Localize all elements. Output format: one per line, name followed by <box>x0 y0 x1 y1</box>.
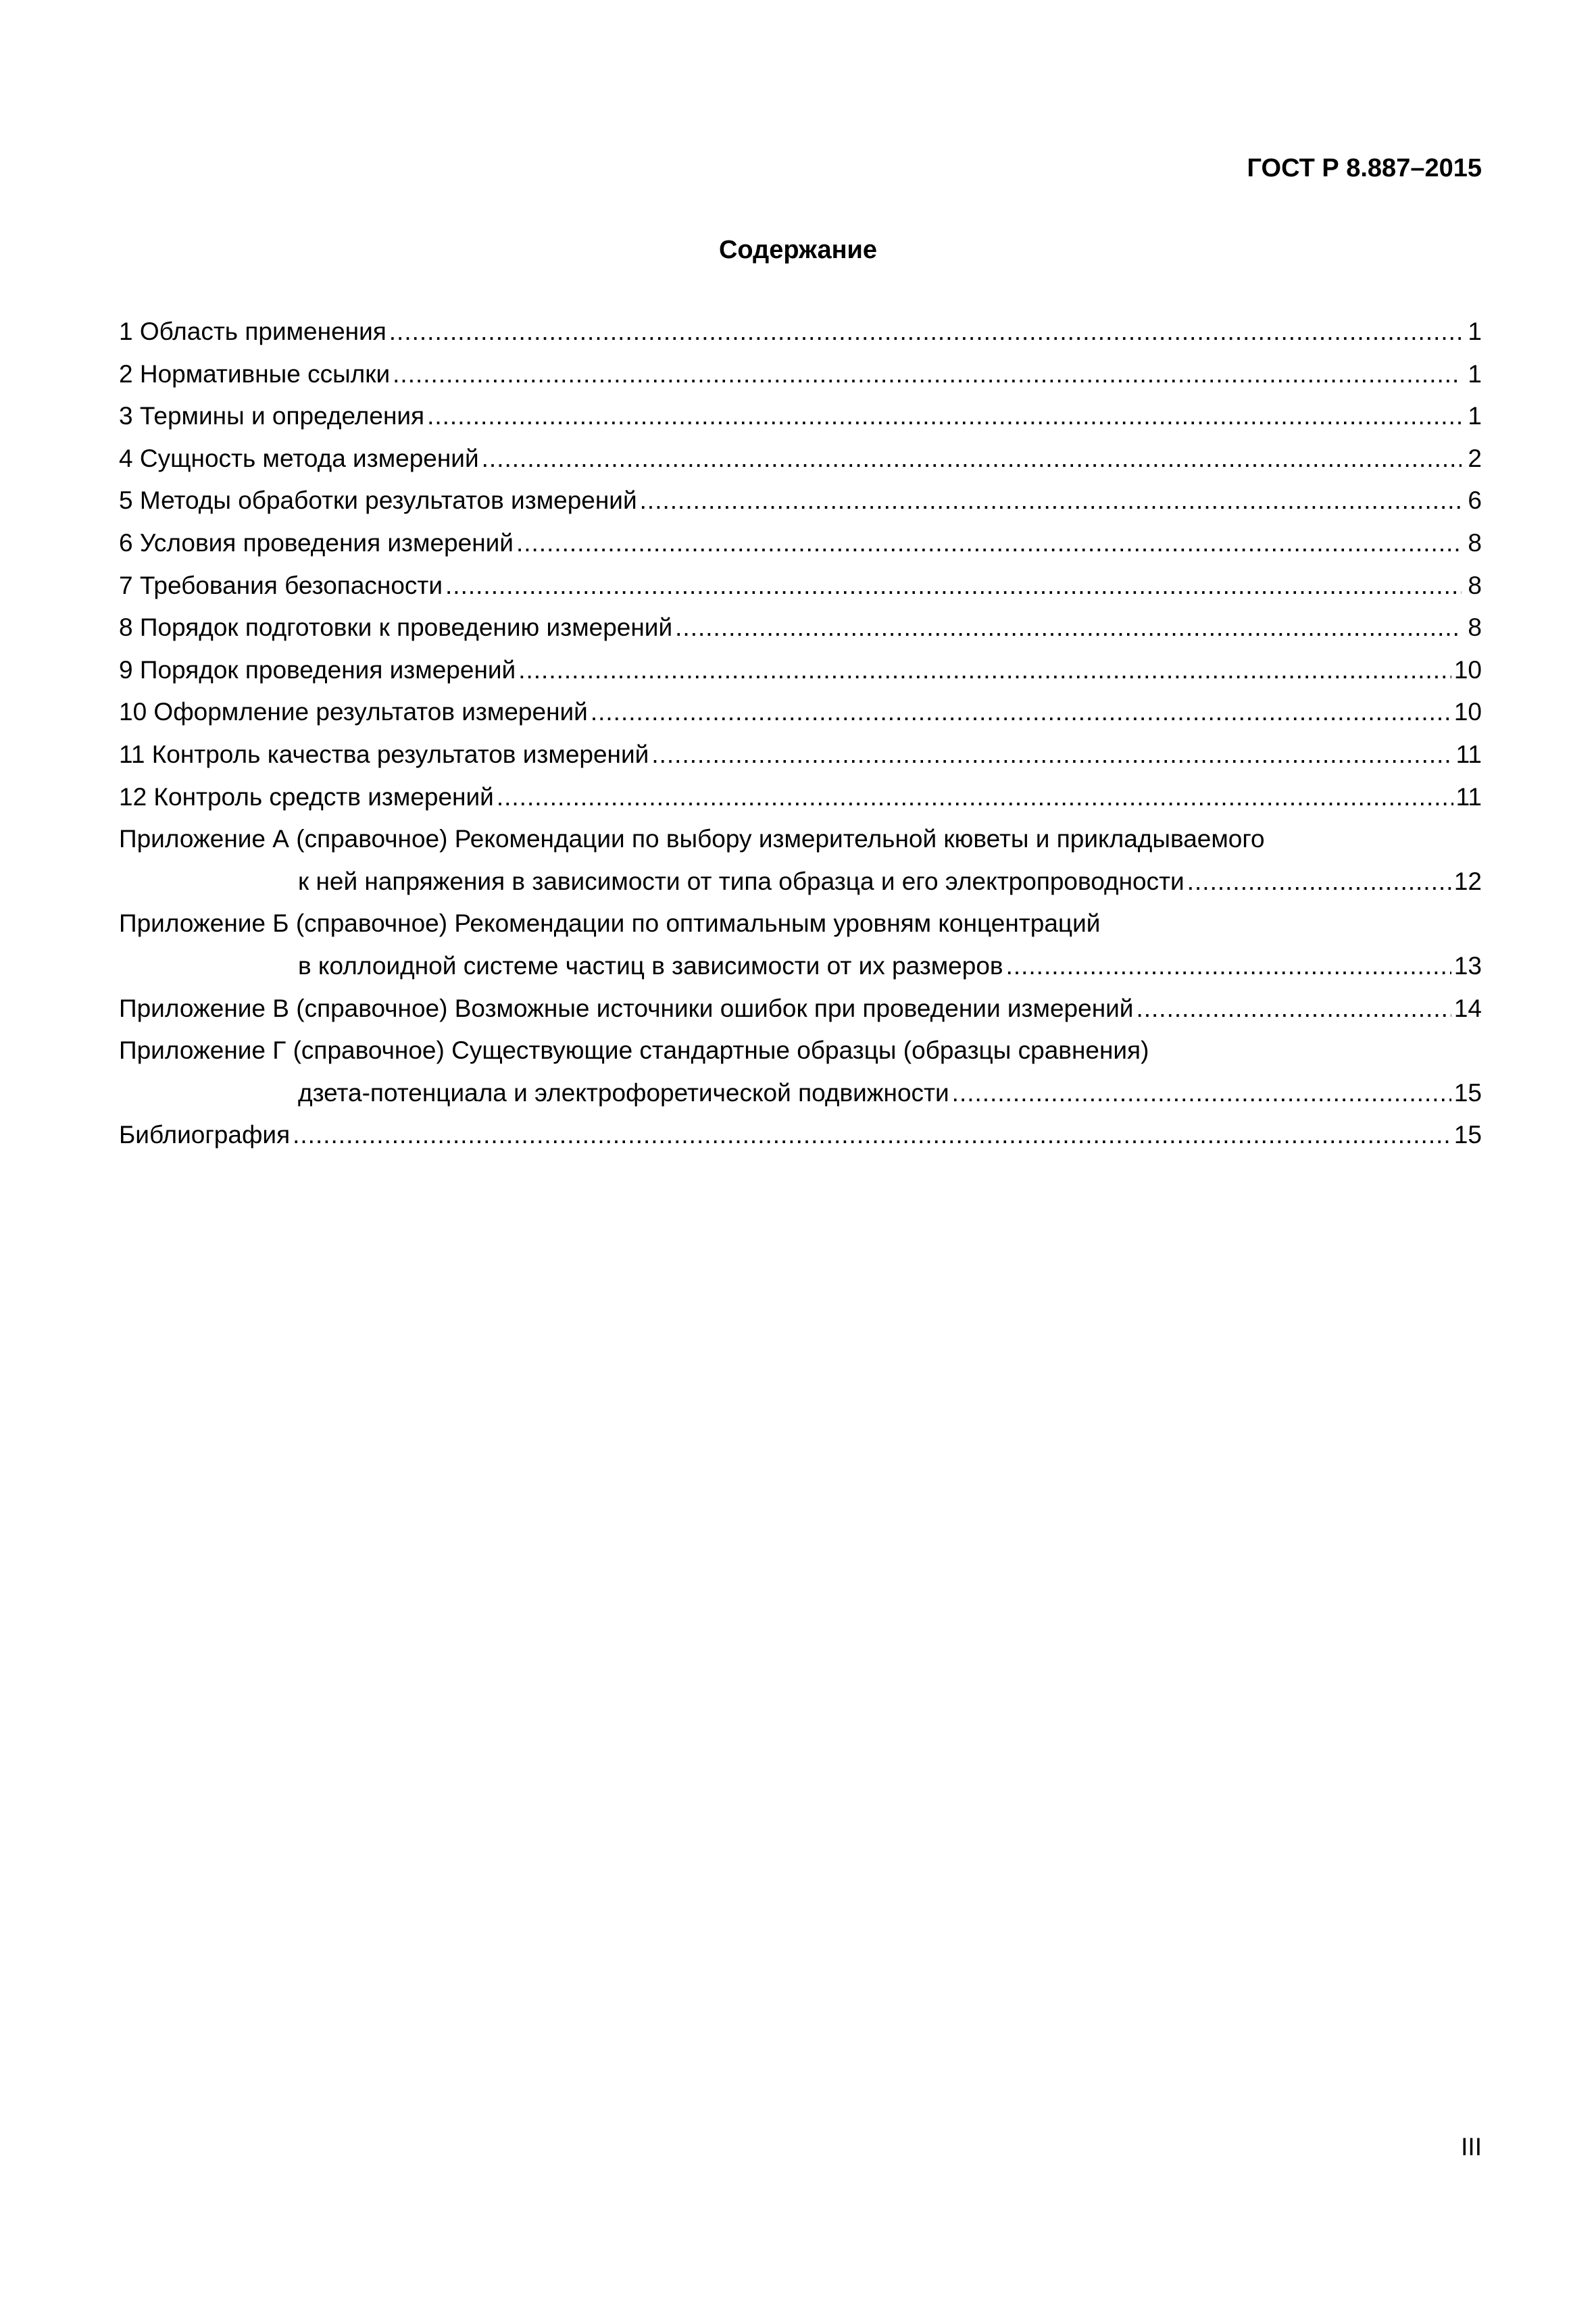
toc-entry <box>119 565 1482 607</box>
toc-entry-page: 12 <box>1453 867 1482 895</box>
toc-entry-text: 6 Условия проведения измерений <box>119 528 514 557</box>
toc-entry-page: 1 <box>1468 318 1482 345</box>
toc-entry-text: 8 Порядок подготовки к проведению измерений <box>119 613 673 642</box>
toc-entry-page: 13 <box>1453 951 1482 980</box>
dot-leader <box>389 311 1462 353</box>
dot-leader <box>518 649 1451 692</box>
dot-leader <box>393 353 1462 396</box>
toc-entry <box>119 776 1482 819</box>
toc-entry-page: 10 <box>1453 698 1482 726</box>
toc-entry-page: 1 <box>1468 402 1482 430</box>
toc-entry-text: Библиография <box>119 1121 291 1149</box>
dot-leader <box>427 395 1462 438</box>
toc-entry <box>119 353 1482 396</box>
toc-entry-page: 14 <box>1453 994 1482 1022</box>
dot-leader <box>497 776 1453 819</box>
toc-entry <box>119 691 1482 734</box>
toc-entry-continuation <box>119 945 1482 988</box>
dot-leader <box>640 480 1462 522</box>
toc-entry-first-line <box>119 818 1482 861</box>
toc-entry-text: к ней напряжения в зависимости от типа образца и его электропроводности <box>298 867 1184 895</box>
dot-leader <box>293 1114 1451 1157</box>
toc-entry-text: Приложение В (справочное) Возможные источники ошибок при проведении измерений <box>119 994 1134 1022</box>
toc-entry <box>119 522 1482 565</box>
toc-entry-page: 8 <box>1468 613 1482 642</box>
toc-entry-page: 15 <box>1453 1121 1482 1149</box>
toc-entry-continuation <box>119 861 1482 903</box>
toc-entry-text: дзета-потенциала и электрофоретической подвижности <box>298 1078 949 1107</box>
toc-entry-text: 3 Термины и определения <box>119 402 425 430</box>
dot-leader <box>516 522 1462 565</box>
toc-entry-text: 11 Контроль качества результатов измерений <box>119 740 649 768</box>
toc-entry-continuation <box>119 1072 1482 1115</box>
toc-entry-text: 12 Контроль средств измерений <box>119 782 494 811</box>
toc-entry-first-line <box>119 1030 1482 1072</box>
dot-leader <box>445 565 1462 607</box>
toc-entry-page: 15 <box>1453 1078 1482 1107</box>
toc-entry <box>119 988 1482 1030</box>
toc-entry <box>119 607 1482 649</box>
toc-entry <box>119 438 1482 480</box>
toc-entry <box>119 1114 1482 1157</box>
dot-leader <box>591 691 1451 734</box>
document-code: ГОСТ Р 8.887–2015 <box>1247 154 1482 182</box>
dot-leader <box>651 734 1453 776</box>
toc-entry-text: 10 Оформление результатов измерений <box>119 698 588 726</box>
toc-entry-page: 2 <box>1468 444 1482 472</box>
toc-entry <box>119 734 1482 776</box>
dot-leader <box>1006 945 1451 988</box>
dot-leader <box>482 438 1462 480</box>
page-number: III <box>1461 2133 1482 2161</box>
toc-entry-text: 7 Требования безопасности <box>119 571 443 599</box>
toc-entry-first-line <box>119 903 1482 945</box>
toc-entry <box>119 480 1482 522</box>
toc-entry-page: 6 <box>1468 486 1482 515</box>
toc-title: Содержание <box>718 236 878 264</box>
toc-entry <box>119 311 1482 353</box>
dot-leader <box>952 1072 1451 1115</box>
toc-entry <box>119 649 1482 692</box>
toc-entry-page: 1 <box>1468 359 1482 388</box>
toc-entry-page: 11 <box>1455 782 1482 811</box>
toc-entry-text: Приложение Г (справочное) Существующие стандартные образцы (образцы сравнения) <box>119 1036 1149 1065</box>
dot-leader <box>675 607 1462 649</box>
toc-entry-page: 10 <box>1453 655 1482 684</box>
toc-entry-text: в коллоидной системе частиц в зависимости от их размеров <box>298 951 1003 980</box>
toc-entry-text: 4 Сущность метода измерений <box>119 444 479 472</box>
toc-entry <box>119 395 1482 438</box>
toc-entry-text: 5 Методы обработки результатов измерений <box>119 486 637 515</box>
toc-entry-text: 9 Порядок проведения измерений <box>119 655 516 684</box>
toc-entry-text: Приложение Б (справочное) Рекомендации по оптимальным уровням концентраций <box>119 909 1101 938</box>
toc-entry-page: 8 <box>1468 571 1482 599</box>
toc-entry-page: 8 <box>1468 528 1482 557</box>
toc-entry-text: 2 Нормативные ссылки <box>119 359 391 388</box>
dot-leader <box>1136 988 1451 1030</box>
toc-entry-text: 1 Область применения <box>119 318 386 345</box>
dot-leader <box>1187 861 1451 903</box>
table-of-contents <box>119 311 1482 1157</box>
toc-entry-page: 11 <box>1455 740 1482 768</box>
toc-entry-text: Приложение А (справочное) Рекомендации по выбору измерительной кюветы и прикладываемого <box>119 825 1265 853</box>
